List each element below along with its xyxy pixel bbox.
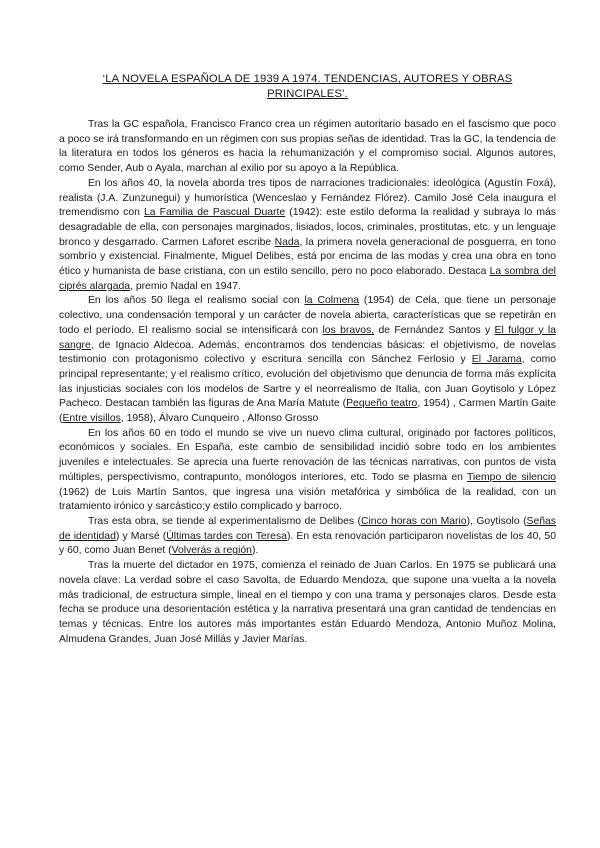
work-title-pascual-duarte: La Familia de Pascual Duarte	[144, 207, 286, 219]
text-run: de Ignacio Aldecoa. Además, encontramos dos tendencias básicas: el objetivismo, de novelas testimonio con protagonismo colectivo y escritura sencilla con Sánchez Ferlosio y	[59, 339, 556, 366]
paragraph-postwar-context: Tras la GC española, Francisco Franco crea un régimen autoritario basado en el fascismo que poco a poco se irá transformando en un régimen con sus propias señas de identidad. Tras la GC, la tendencia de la literatura en todos los géneros es hacia la rehumanización y el compromiso social. Algunos autores, como Sender, Aub o Ayala, marchan al exilio por su apoyo a la República.	[59, 119, 556, 175]
paragraph-experimentalism	[59, 515, 556, 559]
work-title-entre-visillos: Entre visillos	[62, 413, 121, 425]
work-title-la-colmena: la Colmena	[304, 295, 360, 307]
text-run: ). En esta renovación participaron novelistas de los 40, 50 y 60, como Juan Benet (	[59, 530, 556, 557]
work-title-el-fulgor: El fulgor y la sangre,	[59, 324, 556, 351]
text-run: ), Goytisolo (	[466, 515, 527, 527]
work-title-los-bravos: los bravos,	[322, 324, 375, 336]
paragraph-1940s	[59, 177, 556, 295]
work-title-ultimas-tardes: Últimas tardes con Teresa	[166, 530, 287, 542]
title-line-2: PRINCIPALES’.	[267, 88, 348, 100]
text-run: En los años 60 en todo el mundo se vive un nuevo clima cultural, originado por factores políticos, económicos y sociales. En España, este cambio de sensibilidad incidió sobre todo en los ambientes juveniles e intelectuales. Se aprecia una fuerte renovación de las técnicas narrativas, con puntos de vista múltiples, perspectivismo, contrapunto, monólogos interiores, etc. Todo se plasma en	[59, 427, 556, 483]
work-title-volveras-a-region: Volverás a región	[171, 545, 252, 557]
text-run: (1962) de Luis Martín Santos, que ingresa una visión metafórica y simbólica de la realidad, con un tratamiento irónico y sarcástico;y estilo complicado y barroco.	[59, 486, 556, 513]
text-run: En los años 40, la novela aborda tres tipos de narraciones tradicionales: ideológica (Agustín Foxá), realista (J.A. Zunzunegui) y humorística (Wenceslao y Fernández Flórez). Camilo José Cela inaugura el tremendismo con	[59, 177, 556, 219]
title-line-1: ‘LA NOVELA ESPAÑOLA DE 1939 A 1974. TENDENCIAS, AUTORES Y OBRAS	[102, 73, 513, 85]
document-title	[59, 72, 556, 102]
text-run: (1954) de Cela, que tiene un personaje colectivo, una condensación temporal y un carácter de novela abierta, características que se repetirán en todo el período. El realismo social se intensificará con	[59, 295, 557, 336]
text-run: Tras esta obra, se tiende al experimentalismo de Delibes (	[88, 515, 361, 527]
work-title-cinco-horas: Cinco horas con Mario	[361, 515, 467, 527]
work-title-nada: Nada	[274, 236, 300, 248]
text-run: de Fernández Santos y	[374, 324, 495, 336]
paragraph-post-1975: Tras la muerte del dictador en 1975, comienza el reinado de Juan Carlos. En 1975 se publicará una novela clave: La verdad sobre el caso Savolta, de Eduardo Mendoza, que supone una vuelta a la novela más tradicional, de estructura simple, lineal en el tiempo y con una trama y personajes claros. Desde esta fecha se produce una desorientación estética y la narrativa presentará una gran cantidad de tendencias en temas y técnicas. Entre los autores más importantes están Eduardo Mendoza, Antonio Muñoz Molina, Almudena Grandes, Juan José Millás y Javier Marías.	[59, 560, 556, 645]
text-run: ) y Marsé (	[115, 530, 167, 542]
text-run: En los años 50 llega el realismo social con	[88, 295, 305, 307]
text-run: , como principal representante; y el realismo crítico, evolución del objetivismo que denuncia de forma más explícita las injusticias sociales con los modelos de Sartre y el neorrealismo de Italia, con Juan Goytisolo y López Pacheco. Destacan también las figuras de Ana María Matute (	[59, 354, 557, 410]
text-run: , 1954) , Carmen Martín Gaite (	[59, 398, 557, 425]
paragraph-1960s	[59, 427, 556, 515]
document-page	[59, 72, 556, 647]
work-title-sombra-cipres: La sombra del ciprés alargada	[59, 266, 556, 292]
work-title-pequeno-teatro: Pequeño teatro	[346, 398, 418, 410]
text-run: , 1958), Álvaro Cunqueiro , Alfonso Grosso	[120, 413, 319, 425]
text-run: ).	[251, 545, 259, 557]
work-title-el-jarama: El Jarama	[471, 354, 522, 366]
text-run: , premio Nadal en 1947.	[130, 280, 241, 292]
text-run: , la primera novela generacional de posguerra, en tono sombrío y existencial. Finalmente, Miguel Delibes, está por encima de las modas y crea una obra en tono ético y humanista de base cristiana, con un estilo sencillo, pero no poco elaborado. Destaca	[59, 236, 556, 278]
text-run: (1942): este estilo deforma la realidad y subraya lo más desagradable de ella, con personajes marginados, lisiados, locos, criminales, prostitutas, etc. y un lenguaje bronco y desgarrado. Carmen Laforet escribe	[59, 207, 556, 248]
work-title-senas-de-identidad: Señas de identidad	[59, 515, 556, 542]
paragraph-1950s	[59, 294, 556, 426]
work-title-tiempo-de-silencio: Tiempo de silencio	[466, 471, 556, 483]
